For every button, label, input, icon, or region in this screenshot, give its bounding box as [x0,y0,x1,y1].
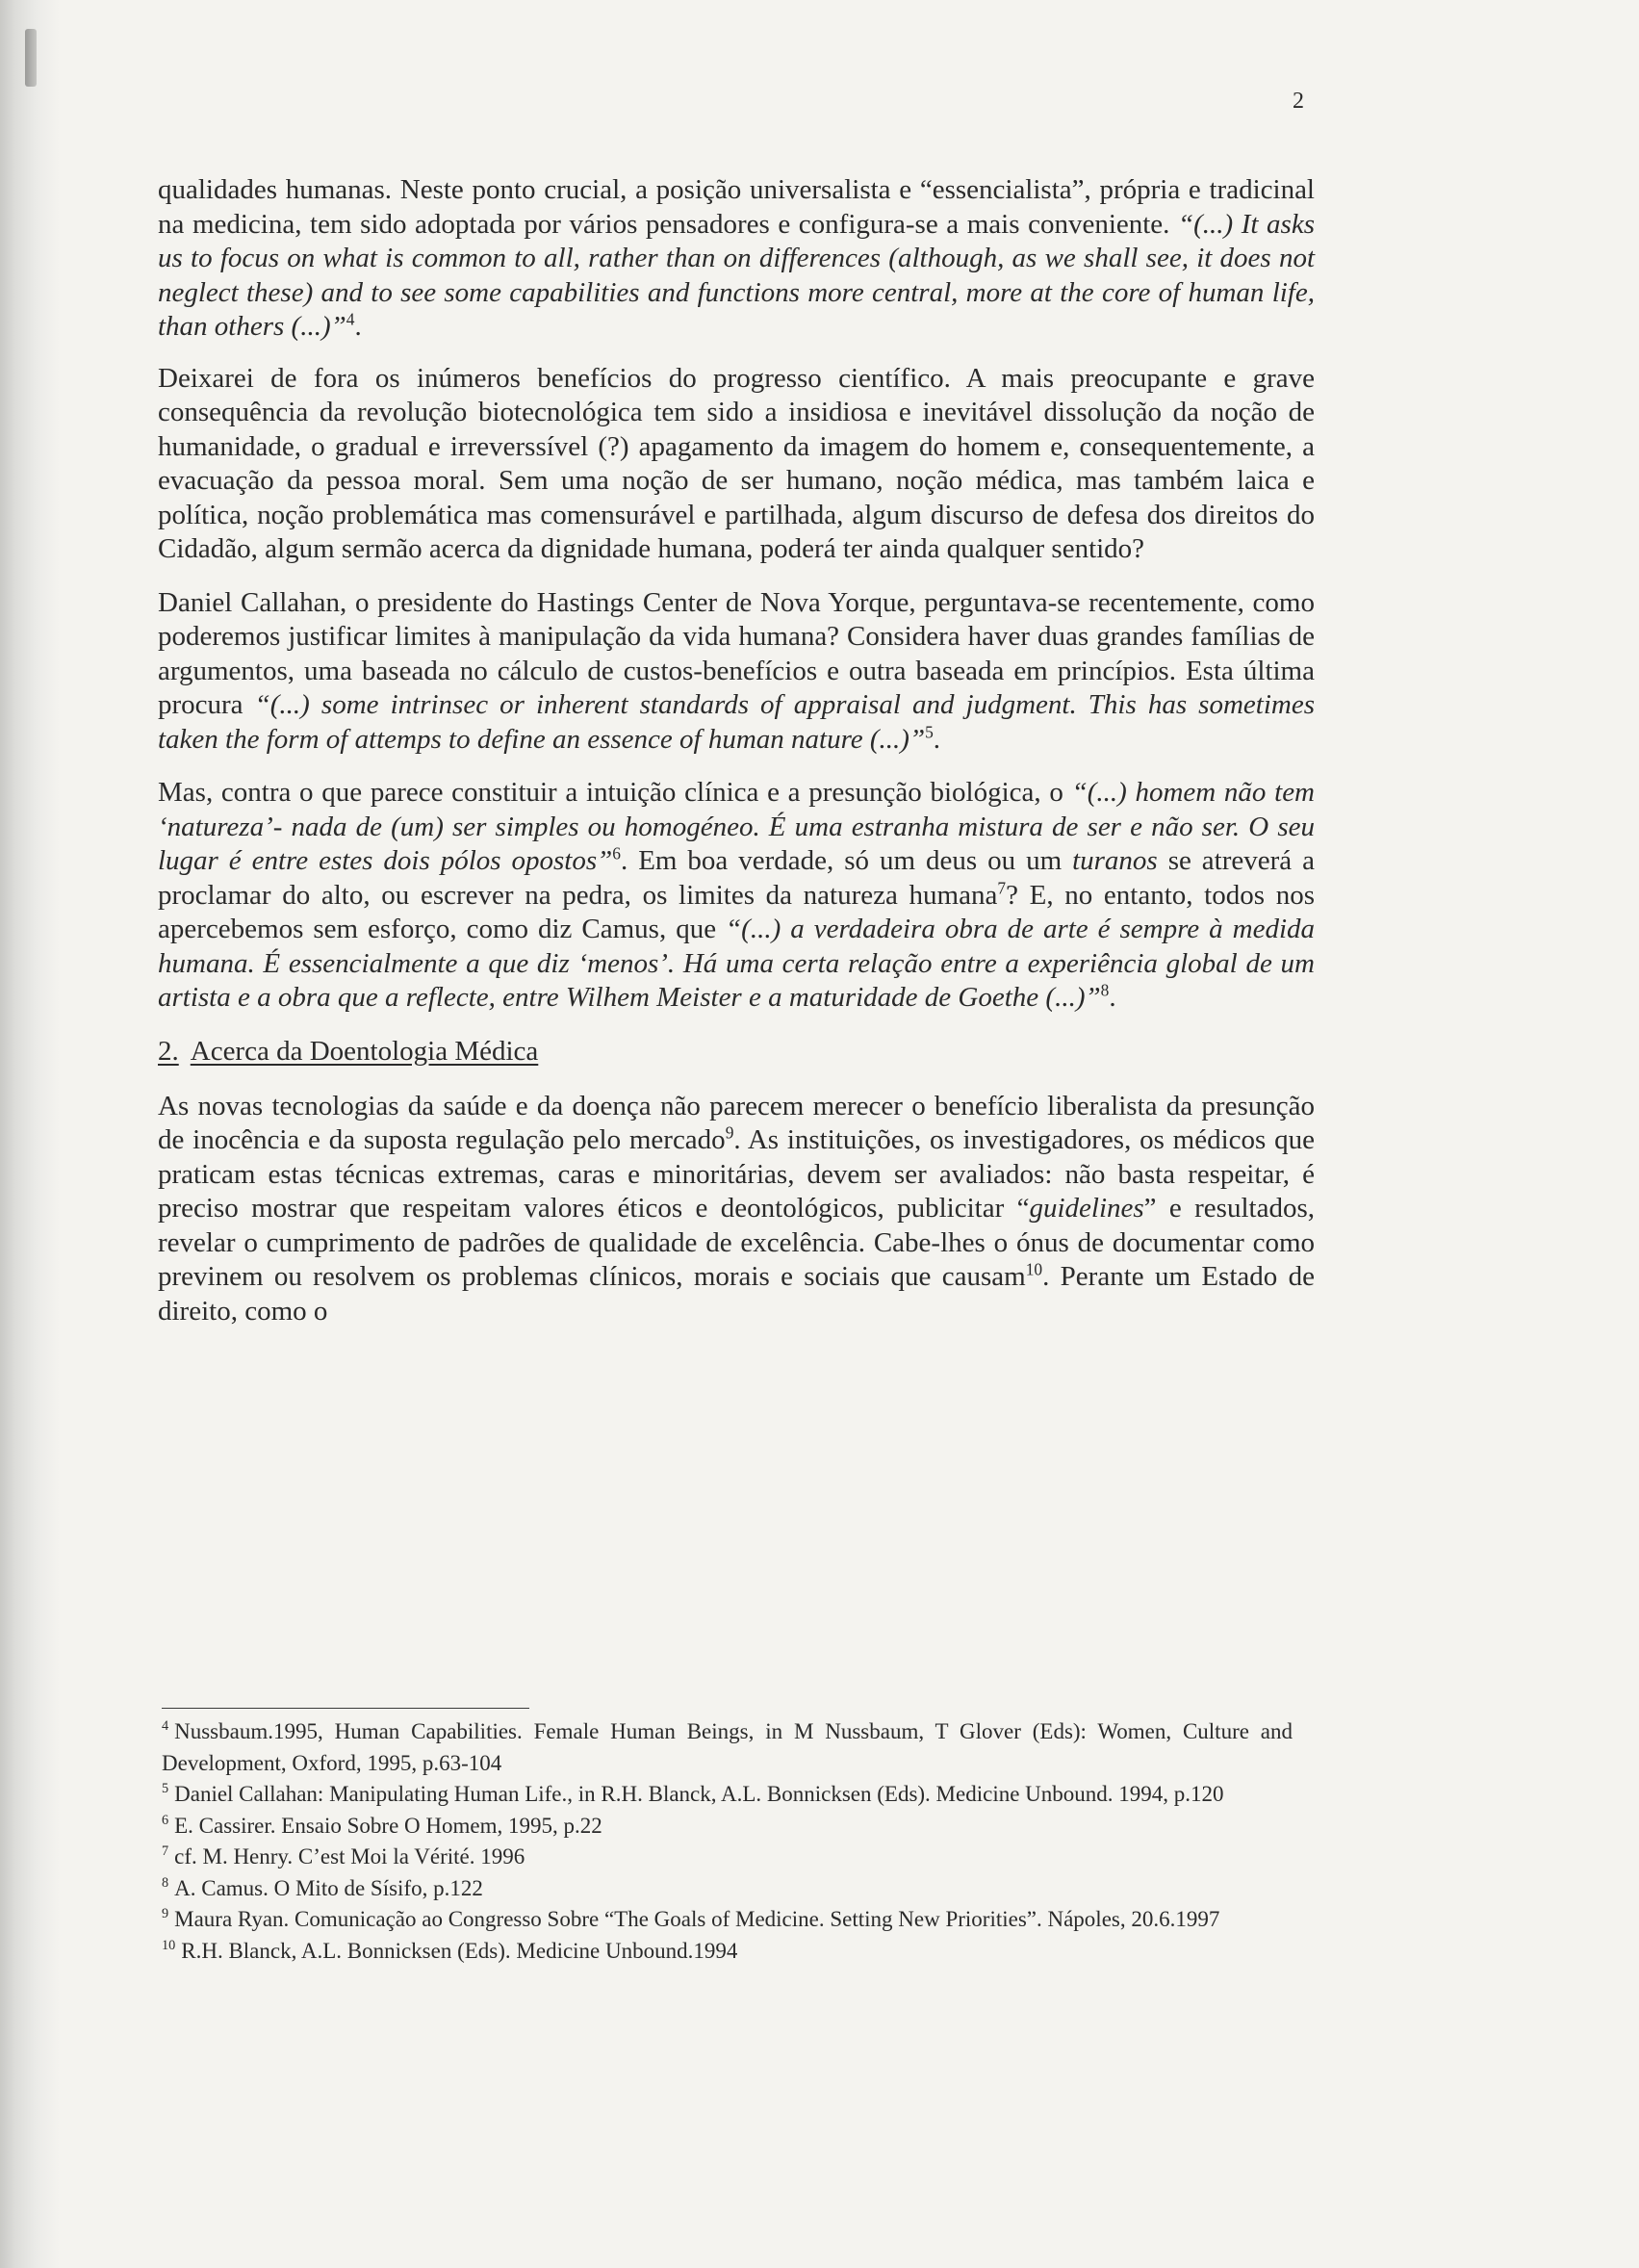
italic-quote: “(...) some intrinsec or inherent standards of appraisal and judgment. This has sometimes taken the form of attemps to define an essence of human nature (...)” [158,689,1315,755]
section-title: Acerca da Doentologia Médica [190,1035,539,1067]
footnote-number: 10 [162,1937,176,1953]
italic-quote: turanos [1072,845,1158,876]
footnote-reference: 7 [997,877,1007,897]
italic-quote: guidelines [1029,1193,1144,1224]
text-run: qualidades humanas. Neste ponto crucial, a posição universalista e “essencialista”, própria e tradicinal na medicina, tem sido adoptada por vários pensadores e configura-se a mais conveniente. [158,174,1315,240]
footnote-divider [162,1708,529,1709]
text-run: . As instituições, os investigadores, os médicos que praticam estas técnicas extremas, caras e minoritárias, devem ser avaliados: não basta respeitar, é preciso mostrar que respeitam valores éticos e deontológicos, publicitar “ [158,1124,1315,1224]
footnote-reference: 8 [1100,980,1110,1000]
italic-quote: “(...) It asks us to focus on what is common to all, rather than on differences (although, as we shall see, it does not neglect these) and to see some capabilities and functions more central, more at the core of human life, than others (...)” [158,208,1315,342]
footnote-4 [162,1716,1293,1779]
footnote-text: Nussbaum.1995, Human Capabilities. Female Human Beings, in M Nussbaum, T Glover (Eds): Women, Culture and Development, Oxford, 1995, p.63-104 [162,1719,1293,1775]
text-run: Mas, contra o que parece constituir a intuição clínica e a presunção biológica, o [158,777,1072,808]
footnote-5 [162,1779,1293,1811]
footnote-reference: 10 [1025,1259,1043,1279]
paragraph [158,1090,1315,1329]
section-number: 2. [158,1035,179,1067]
footnote-reference: 6 [612,843,621,863]
footnote-number: 6 [162,1812,169,1828]
text-run: . Em boa verdade, só um deus ou um [621,845,1073,876]
footnote-number: 4 [162,1718,169,1735]
section-paragraphs [158,1090,1315,1329]
text-run: . [933,723,941,755]
paragraph [158,362,1315,567]
footnote-text: E. Cassirer. Ensaio Sobre O Homem, 1995, p.22 [174,1813,602,1838]
footnote-reference: 9 [725,1122,734,1143]
page-number: 2 [1293,89,1304,114]
paragraph [158,173,1315,345]
text-run: . [1109,982,1116,1013]
footnote-9 [162,1904,1293,1936]
text-run: ” e resultados, revelar o cumprimento de padrões de qualidade de excelência. Cabe-lhes o ónus de documentar como previnem ou resolvem os problemas clínicos, morais e sociais que causam [158,1193,1315,1292]
footnote-number: 8 [162,1874,169,1891]
footnote-number: 9 [162,1906,169,1922]
document-body [158,173,1315,1348]
footnotes [162,1716,1293,1967]
footnote-6 [162,1811,1293,1843]
text-run: . [354,311,362,342]
footnote-reference: 4 [346,309,355,329]
main-paragraphs [158,173,1315,1016]
text-run: . Perante um Estado de direito, como o [158,1261,1315,1327]
scan-artifact [25,29,37,87]
section-heading [158,1035,1315,1069]
italic-quote: “(...) homem não tem ‘natureza’- nada de (um) ser simples ou homogéneo. É uma estranha mistura de ser e não ser. O seu lugar é entre estes dois pólos opostos” [158,777,1316,876]
footnote-text: Daniel Callahan: Manipulating Human Life., in R.H. Blanck, A.L. Bonnicksen (Eds). Medicine Unbound. 1994, p.120 [174,1782,1224,1806]
paragraph [158,586,1315,758]
footnote-reference: 5 [925,721,934,741]
scan-edge-shadow [0,0,60,2268]
footnote-number: 5 [162,1781,169,1797]
text-run: As novas tecnologias da saúde e da doença não parecem merecer o benefício liberalista da presunção de inocência e da suposta regulação pelo mercado [158,1090,1315,1155]
footnote-10 [162,1936,1293,1968]
italic-quote: “(...) a verdadeira obra de arte é sempre à medida humana. É essencialmente a que diz ‘menos’. Há uma certa relação entre a experiência global de um artista e a obra que a reflecte, entre Wilhem Meister e a maturidade de Goethe (...)” [158,914,1316,1013]
footnote-text: A. Camus. O Mito de Sísifo, p.122 [174,1875,483,1900]
footnote-7 [162,1842,1293,1873]
footnote-8 [162,1873,1293,1905]
footnote-number: 7 [162,1843,169,1860]
text-run: Daniel Callahan, o presidente do Hastings Center de Nova Yorque, perguntava-se recentemente, como poderemos justificar limites à manipulação da vida humana? Considera haver duas grandes famílias de argumentos, uma baseada no cálculo de custos-benefícios e outra baseada em princípios. Esta última procura [158,586,1315,720]
footnote-text: cf. M. Henry. C’est Moi la Vérité. 1996 [174,1844,525,1869]
text-run: Deixarei de fora os inúmeros benefícios do progresso científico. A mais preocupante e grave consequência da revolução biotecnológica tem sido a insidiosa e inevitável dissolução da noção de humanidade, o gradual e irreverssível (?) apagamento da imagem do homem e, consequentemente, a evacuação da pessoa moral. Sem uma noção de ser humano, noção médica, mas também laica e política, noção problemática mas comensurável e partilhada, algum discurso de defesa dos direitos do Cidadão, algum sermão acerca da dignidade humana, poderá ter ainda qualquer sentido? [158,362,1315,564]
text-run: se atreverá a proclamar do alto, ou escrever na pedra, os limites da natureza humana [158,845,1315,911]
footnote-text: Maura Ryan. Comunicação ao Congresso Sobre “The Goals of Medicine. Setting New Priorities”. Nápoles, 20.6.1997 [174,1907,1220,1931]
footnote-text: R.H. Blanck, A.L. Bonnicksen (Eds). Medicine Unbound.1994 [181,1938,738,1963]
paragraph [158,776,1315,1016]
text-run: ? E, no entanto, todos nos apercebemos sem esforço, como diz Camus, que [158,879,1315,944]
